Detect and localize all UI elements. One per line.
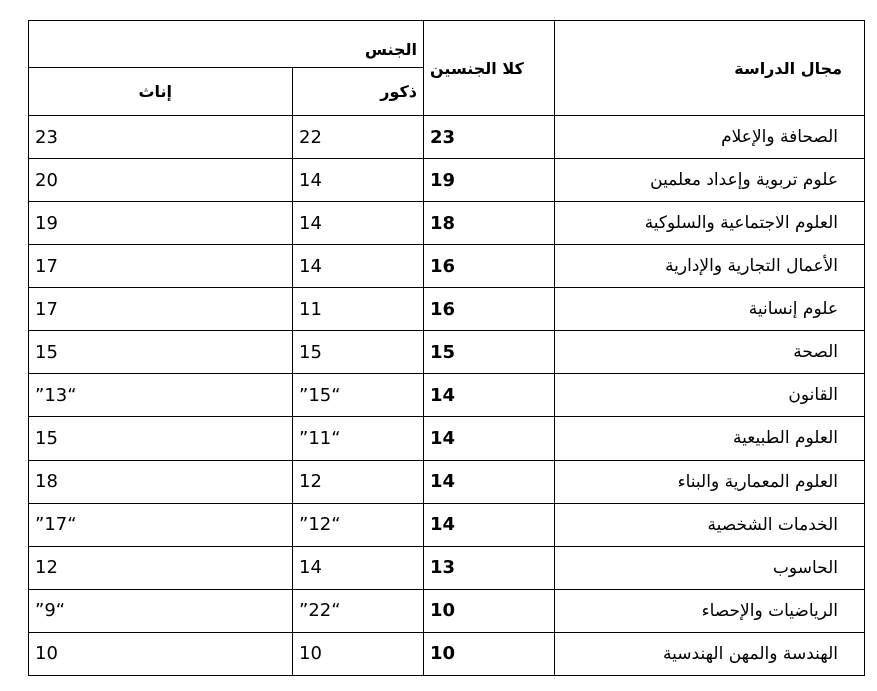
table-row [29,546,865,589]
cell-male: 15 [293,331,424,374]
cell-total: 14 [424,460,555,503]
cell-male: 14 [293,159,424,202]
cell-total: 14 [424,417,555,460]
cell-female: 19 [29,202,293,245]
cell-female: 17 [29,245,293,288]
study-field-table [28,20,865,676]
cell-field: علوم إنسانية [555,288,865,331]
cell-male: 12 [293,460,424,503]
cell-male: “11” [293,417,424,460]
cell-female: “9” [29,589,293,632]
cell-female: 18 [29,460,293,503]
cell-male: 22 [293,116,424,159]
table-row [29,331,865,374]
cell-field: القانون [555,374,865,417]
table-row [29,202,865,245]
table-row [29,417,865,460]
cell-total: 10 [424,589,555,632]
cell-field: العلوم الطبيعية [555,417,865,460]
cell-total: 14 [424,503,555,546]
header-field: مجال الدراسة [555,21,865,116]
cell-female: 20 [29,159,293,202]
header-male: ذكور [293,68,424,116]
cell-field: الصحافة والإعلام [555,116,865,159]
cell-total: 19 [424,159,555,202]
table-row [29,589,865,632]
cell-field: العلوم المعمارية والبناء [555,460,865,503]
header-total: كلا الجنسين [424,21,555,116]
cell-female: 17 [29,288,293,331]
cell-field: علوم تربوية وإعداد معلمين [555,159,865,202]
cell-total: 18 [424,202,555,245]
cell-field: الرياضيات والإحصاء [555,589,865,632]
table-row [29,159,865,202]
cell-field: الحاسوب [555,546,865,589]
cell-female: 23 [29,116,293,159]
cell-female: 12 [29,546,293,589]
cell-female: 10 [29,632,293,675]
cell-total: 15 [424,331,555,374]
cell-total: 16 [424,288,555,331]
cell-field: العلوم الاجتماعية والسلوكية [555,202,865,245]
cell-female: “13” [29,374,293,417]
cell-field: الأعمال التجارية والإدارية [555,245,865,288]
cell-male: 11 [293,288,424,331]
cell-male: 14 [293,202,424,245]
table-row [29,460,865,503]
cell-total: 10 [424,632,555,675]
cell-male: “12” [293,503,424,546]
cell-female: 15 [29,417,293,460]
table-row [29,116,865,159]
cell-male: 10 [293,632,424,675]
cell-male: “15” [293,374,424,417]
cell-male: 14 [293,546,424,589]
header-gender: الجنس [29,21,424,68]
header-female: إناث [29,68,293,116]
cell-male: “22” [293,589,424,632]
cell-male: 14 [293,245,424,288]
table-row [29,503,865,546]
table-row [29,245,865,288]
cell-female: “17” [29,503,293,546]
cell-field: الصحة [555,331,865,374]
cell-field: الخدمات الشخصية [555,503,865,546]
table-row [29,374,865,417]
table-row [29,288,865,331]
table-row [29,632,865,675]
cell-total: 13 [424,546,555,589]
cell-female: 15 [29,331,293,374]
cell-total: 14 [424,374,555,417]
cell-total: 23 [424,116,555,159]
cell-field: الهندسة والمهن الهندسية [555,632,865,675]
cell-total: 16 [424,245,555,288]
